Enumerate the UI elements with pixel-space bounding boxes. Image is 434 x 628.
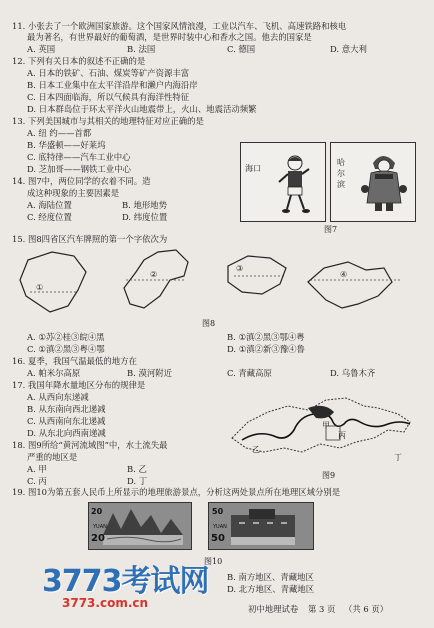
q12-option-a: A. 日本的铁矿、石油、煤炭等矿产资源丰富 [27, 68, 190, 78]
q16-option-b: B. 漠河附近 [127, 368, 172, 378]
q19-option-d: D. 北方地区、青藏地区 [227, 584, 315, 594]
fig8-marker-1: ① [36, 283, 44, 292]
q15-option-a: A. ①苏②桂③皖④黑 [27, 332, 105, 342]
fig9-label-bing: 丙 [338, 431, 346, 440]
q11-option-d: D. 意大利 [330, 44, 367, 54]
fig10-note50-value-top: 50 [212, 507, 224, 516]
footer-total: （共 6 页） [344, 604, 389, 614]
q14-stem-line1: 14. 图7中，两位同学的衣着不同。造 [12, 176, 151, 186]
footer-subject: 初中地理试卷 [248, 604, 299, 614]
q11-option-c: C. 德国 [227, 44, 256, 54]
q17-stem: 17. 我国年降水量地区分布的规律是 [12, 380, 146, 390]
q11-stem-line2: 最为著名，有世界最好的葡萄酒，是世界时装中心和香水之国。他去的国家是 [27, 32, 312, 42]
q11-option-a: A. 英国 [27, 44, 56, 54]
fig7-label-ha: 哈 [337, 158, 345, 167]
fig10-note20-yuan: YUAN [93, 524, 107, 530]
q18-stem-line2: 严重的地区是 [27, 452, 78, 462]
fig8-province-2-outline [124, 250, 188, 308]
q15-option-b: B. ①滇②黑③鄂④粤 [227, 332, 305, 342]
fig8-caption: 图8 [202, 319, 216, 328]
q18-option-b: B. 乙 [127, 464, 147, 474]
fig7-label-er: 尔 [337, 169, 345, 178]
q12-stem: 12. 下列有关日本的叙述不正确的是 [12, 56, 146, 66]
fig7-caption: 图7 [324, 225, 338, 234]
q14-option-c: C. 经度位置 [27, 212, 72, 222]
q13-option-a: A. 纽 约——首都 [27, 128, 92, 138]
fig7-label-bin: 滨 [337, 180, 345, 189]
fig8-province-4-outline [308, 262, 392, 308]
fig10-note20-value-bottom: 20 [91, 533, 105, 544]
q16-option-c: C. 青藏高原 [227, 368, 272, 378]
q15-stem: 15. 图8四省区汽车牌照的第一个字依次为 [12, 234, 168, 244]
q16-stem: 16. 夏季，我国气温最低的地方在 [12, 356, 137, 366]
fig7-panel-harbin [330, 142, 416, 222]
fig8-province-1-outline [20, 252, 86, 312]
q14-option-d: D. 纬度位置 [122, 212, 168, 222]
q14-option-a: A. 海陆位置 [27, 200, 72, 210]
q18-option-a: A. 甲 [27, 464, 47, 474]
q19-option-b: B. 南方地区、青藏地区 [227, 572, 314, 582]
q17-option-a: A. 从西向东递减 [27, 392, 89, 402]
fig10-banknote-20-guilin [88, 502, 192, 550]
q17-option-c: C. 从西南向东北递减 [27, 416, 106, 426]
q12-option-d: D. 日本群岛位于环太平洋火山地震带上，火山、地震活动频繁 [27, 104, 257, 114]
fig7-label-haikou: 海口 [245, 164, 261, 173]
q11-stem-line1: 11. 小张去了一个欧洲国家旅游。这个国家风情浪漫，工业以汽车、飞机、高速铁路和核电 [12, 21, 347, 31]
fig7-girl-winter-illustration [353, 149, 413, 215]
watermark-logo: 3773考试网 [42, 564, 209, 599]
q18-option-d: D. 丁 [127, 476, 148, 486]
q15-option-c: C. ①滇②黑③粤④鄂 [27, 344, 105, 354]
watermark-url: 3773.com.cn [62, 596, 149, 610]
q18-option-c: C. 丙 [27, 476, 47, 486]
q12-option-b: B. 日本工业集中在太平洋沿岸和濑户内海沿岸 [27, 80, 198, 90]
fig9-caption: 图9 [322, 471, 336, 480]
fig10-caption: 图10 [204, 557, 223, 566]
q13-option-b: B. 华盛顿——好莱坞 [27, 140, 106, 150]
fig8-marker-2: ② [150, 270, 158, 279]
fig9-label-ding: 丁 [394, 453, 402, 462]
q18-stem-line1: 18. 图9所给“黄河流域图”中，水土流失最 [12, 440, 168, 450]
fig7-panel-haikou [240, 142, 326, 222]
q14-option-b: B. 地形地势 [122, 200, 167, 210]
q11-option-b: B. 法国 [127, 44, 156, 54]
footer-page: 第 3 页 [308, 604, 336, 614]
q15-option-d: D. ①滇②新③豫④鲁 [227, 344, 305, 354]
q13-stem: 13. 下列美国城市与其相关的地理特征对应正确的是 [12, 116, 204, 126]
q12-option-c: C. 日本四面临海，所以气候具有海洋性特征 [27, 92, 190, 102]
q13-option-c: C. 底特律——汽车工业中心 [27, 152, 131, 162]
fig10-note20-value-top: 20 [91, 507, 103, 516]
q16-option-d: D. 乌鲁木齐 [330, 368, 376, 378]
fig10-note50-yuan: YUAN [213, 524, 227, 530]
fig8-marker-3: ③ [236, 264, 244, 273]
fig8-province-outlines [8, 246, 428, 326]
q14-stem-line2: 成这种现象的主要因素是 [27, 188, 120, 198]
q19-stem: 19. 图10为第五套人民币上所显示的地理旅游景点，分析这两处景点所在地理区域分别是 [12, 487, 341, 497]
fig9-label-jia: 甲 [322, 421, 330, 430]
q17-option-d: D. 从东北向西南递减 [27, 428, 106, 438]
fig7-boy-summer-illustration [263, 151, 323, 217]
q17-option-b: B. 从东南向西北递减 [27, 404, 106, 414]
q16-option-a: A. 帕米尔高原 [27, 368, 81, 378]
fig8-province-3-outline [228, 256, 286, 294]
fig10-banknote-50-potala [208, 502, 314, 550]
fig8-marker-4: ④ [340, 270, 348, 279]
fig9-label-yi: 乙 [252, 445, 260, 454]
q13-option-d: D. 芝加哥——钢铁工业中心 [27, 164, 131, 174]
fig10-note50-value-bottom: 50 [211, 533, 225, 544]
